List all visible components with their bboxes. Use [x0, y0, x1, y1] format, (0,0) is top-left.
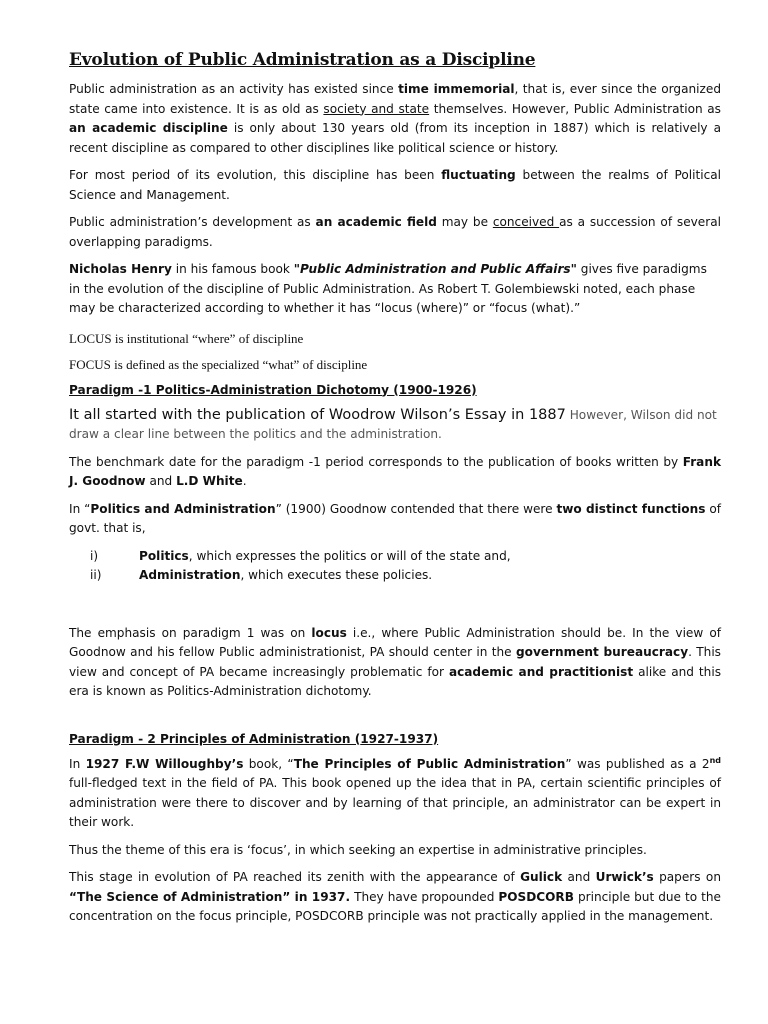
paradigms-paragraph: Public administration’s development as an academic field may be conceived as a succession of several overlapping paradigms.	[69, 215, 721, 249]
fluctuating-paragraph: For most period of its evolution, this discipline has been fluctuating between the realms of Political Science and Management.	[69, 168, 721, 202]
page-title: Evolution of Public Administration as a Discipline	[69, 50, 536, 70]
functions-list	[69, 547, 721, 586]
list-item: i) Politics, which expresses the politics or will of the state and,	[90, 548, 511, 563]
intro-paragraph: Public administration as an activity has existed since time immemorial, that is, ever since the organized state came into existence. It is as old as society and state themselves. However, Public Administration as an academic discipline is only about 130 years old (from its inception in 1887) which is relatively a recent discipline as compared to other disciplines like political science or history.	[69, 82, 722, 155]
locus-definition: LOCUS is institutional “where” of discipline	[69, 330, 304, 346]
henry-paragraph: Nicholas Henry in his famous book "Public Administration and Public Affairs" gives five paradigms in the evolution of the discipline of Public Administration. As Robert T. Golembiewski noted, each phase may be characterized according to whether it has “locus (where)” or “focus (what).”	[69, 262, 707, 315]
list-item: ii) Administration, which executes these policies.	[90, 568, 433, 582]
paradigm1-heading: Paradigm -1 Politics-Administration Dichotomy (1900-1926)	[69, 382, 477, 397]
focus-definition: FOCUS is defined as the specialized “what” of discipline	[69, 356, 368, 372]
willoughby-paragraph: In 1927 F.W Willoughby’s book, “The Principles of Public Administration” was published as a 2nd full-fledged text in the field of PA. This book opened up the idea that in PA, certain scientific principles of administration were there to discover and by learning of that principle, an administrator can be expert in their work.	[69, 755, 722, 829]
goodnow-paragraph: In “Politics and Administration” (1900) Goodnow contended that there were two distinct functions of govt. that is,	[69, 501, 721, 535]
paradigm2-heading: Paradigm - 2 Principles of Administration (1927-1937)	[69, 731, 439, 746]
locus-emphasis-paragraph: The emphasis on paradigm 1 was on locus i.e., where Public Administration should be. In the view of Goodnow and his fellow Public administrationist, PA should center in the government bureaucracy. This view and concept of PA became increasingly problematic for academic and practitionist alike and this era is known as Politics-Administration dichotomy.	[69, 625, 721, 698]
theme-paragraph: Thus the theme of this era is ‘focus’, in which seeking an expertise in administrative principles.	[69, 842, 647, 857]
wilson-paragraph: It all started with the publication of Woodrow Wilson’s Essay in 1887 However, Wilson did not draw a clear line between the politics and the administration.	[69, 406, 717, 441]
zenith-paragraph: This stage in evolution of PA reached its zenith with the appearance of Gulick and Urwick’s papers on “The Science of Administration” in 1937. They have propounded POSDCORB principle but due to the concentration on the focus principle, POSDCORB principle was not practically applied in the management.	[69, 870, 721, 923]
benchmark-paragraph: The benchmark date for the paradigm -1 period corresponds to the publication of books written by Frank J. Goodnow and L.D White.	[69, 454, 721, 488]
